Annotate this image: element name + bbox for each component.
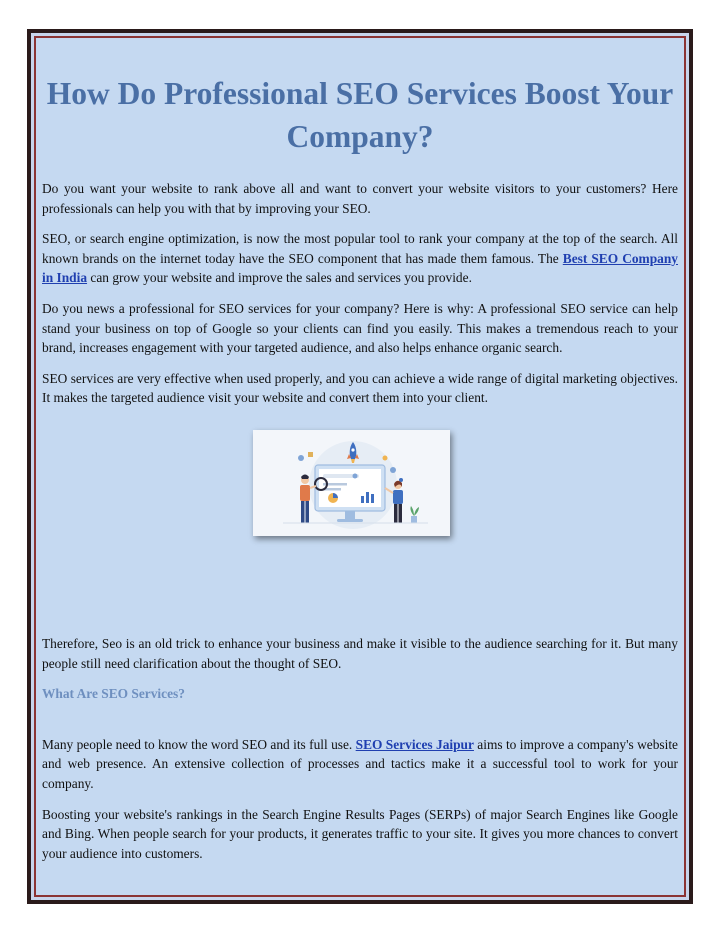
paragraph-seo-definition <box>42 229 678 288</box>
paragraph-seo-definition-text-a: SEO, or search engine optimization, is now the most popular tool to rank your company at the top of the search. All known brands on the internet today have the SEO component that has made them famous. The <box>42 231 678 266</box>
paragraph-seo-definition-text-b: can grow your website and improve the sales and services you provide. <box>87 270 472 286</box>
seo-illustration-icon <box>253 430 450 536</box>
paragraph-seo-full-use <box>42 735 678 794</box>
article-content <box>42 60 678 874</box>
paragraph-serps: Boosting your website's rankings in the Search Engine Results Pages (SERPs) of major Search Engines like Google and Bing. When people search for your products, it generates traffic to your site. It gives you more chances to convert your audience into customers. <box>42 806 678 861</box>
seo-services-jaipur-link[interactable]: SEO Services Jaipur <box>355 736 474 752</box>
paragraph-intro: Do you want your website to rank above all and want to convert your website visitors to your customers? Here professionals can help you with that by improving your SEO. <box>42 181 678 216</box>
paragraph-why-professional: Do you news a professional for SEO services for your company? Here is why: A professional SEO service can help stand your business on top of Google so your clients can find you easily. This makes a tremendous reach to your brand, increases engagement with your targeted audience, and also helps enhance organic search. <box>42 300 678 356</box>
paragraph-old-trick: Therefore, Seo is an old trick to enhance your business and make it visible to the audience searching for it. But many people still need clarification about the thought of SEO. <box>42 635 678 671</box>
figure-container <box>42 430 678 608</box>
section-heading-seo-services: What Are SEO Services? <box>42 686 185 702</box>
paragraph-seo-full-use-text-a: Many people need to know the word SEO and its full use. <box>42 736 356 752</box>
paragraph-effective: SEO services are very effective when used properly, and you can achieve a wide range of digital marketing objectives. It makes the targeted audience visit your website and convert them into your client. <box>42 370 678 406</box>
page-title: How Do Professional SEO Services Boost Your Company? <box>46 76 674 154</box>
paragraph-seo-full-use-text-b: aims to improve a company's website and web presence. An extensive collection of processes and tactics make it a successful tool to work for your company. <box>42 736 678 791</box>
best-seo-company-link[interactable]: Best SEO Company in India <box>42 250 679 286</box>
